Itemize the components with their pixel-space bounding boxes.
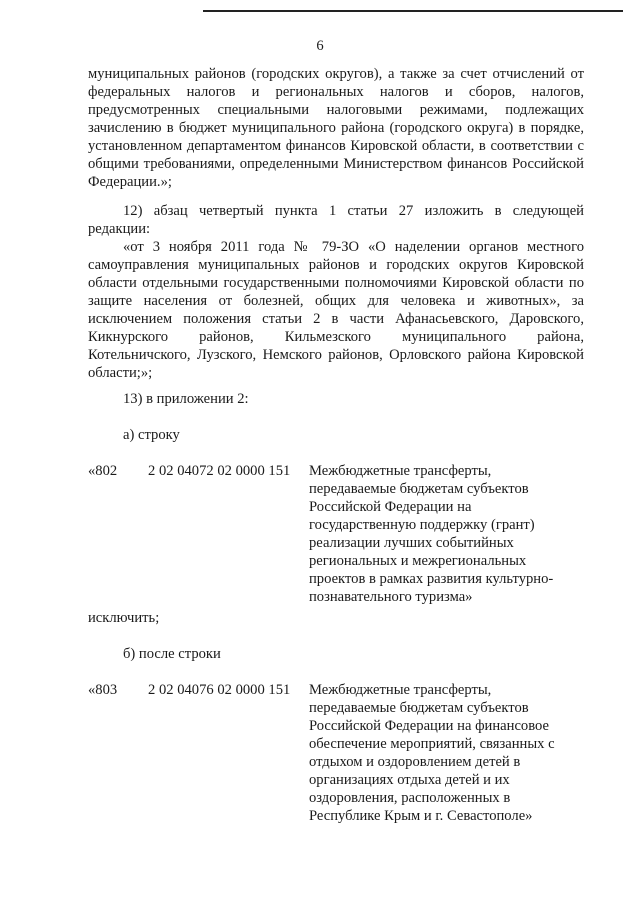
text-line: 12) абзац четвертый пункта 1 статьи 27 изложить в следующей	[123, 203, 584, 219]
text-line: реализации лучших событийных	[309, 535, 514, 551]
text-line: оздоровления, расположенных в	[309, 790, 511, 806]
text-line: предусмотренных специальными налоговыми режимами, подлежащих	[88, 102, 584, 118]
text-line: Федерации.»;	[88, 174, 172, 190]
text-line: 13) в приложении 2:	[123, 391, 249, 407]
row-description	[309, 462, 599, 606]
text-line: защите населения от болезней, общих для человека и животных», за	[88, 293, 584, 309]
text-line: зачислению в бюджет муниципального района (городского округа) в порядке,	[88, 120, 584, 136]
header-rule	[203, 10, 623, 12]
exclude-line	[88, 609, 584, 627]
text-line: области;»;	[88, 365, 153, 381]
item-12	[88, 202, 584, 238]
text-line: федеральных налогов и региональных налогов и сборов, налогов,	[88, 84, 584, 100]
text-line: муниципальных районов (городских округов), а также за счет отчислений от	[88, 66, 584, 82]
text-line: обеспечение мероприятий, связанных с	[309, 736, 555, 752]
item-13	[88, 390, 584, 408]
row-kbk: 2 02 04072 02 0000 151	[148, 463, 291, 479]
page-number: 6	[316, 38, 324, 54]
text-line: Котельничского, Лузского, Немского районов, Орловского района Кировской	[88, 347, 584, 363]
text-line: передаваемые бюджетам субъектов	[309, 700, 529, 716]
text-line: Межбюджетные трансферты,	[309, 682, 492, 698]
text-line: исключить;	[88, 610, 160, 626]
quoted-text	[88, 238, 584, 382]
paragraph-continuation	[88, 65, 584, 191]
text-line: Кикнурского районов, Кильмезского муниципального района,	[88, 329, 584, 345]
text-line: региональных и межрегиональных	[309, 553, 527, 569]
text-line: Межбюджетные трансферты,	[309, 463, 492, 479]
text-line: области отдельными государственными полномочиями Кировской области по	[88, 275, 584, 291]
text-line: а) строку	[123, 427, 180, 443]
text-line: государственную поддержку (грант)	[309, 517, 535, 533]
text-line: общими требованиями, определенными Министерством финансов Российской	[88, 156, 584, 172]
text-line: Республике Крым и г. Севастополе»	[309, 808, 533, 824]
text-line: Российской Федерации на	[309, 499, 472, 515]
text-line: Российской Федерации на финансовое	[309, 718, 549, 734]
item-a	[88, 426, 584, 444]
row-description	[309, 681, 599, 825]
row-code: «802	[88, 463, 118, 479]
item-b	[88, 645, 584, 663]
row-kbk: 2 02 04076 02 0000 151	[148, 682, 291, 698]
row-code: «803	[88, 682, 118, 698]
text-line: установленном департаментом финансов Кировской области, в соответствии с	[88, 138, 584, 154]
text-line: организациях отдыха детей и их	[309, 772, 510, 788]
text-line: редакции:	[88, 221, 151, 237]
text-line: «от 3 ноября 2011 года № 79-ЗО «О наделении органов местного	[123, 239, 584, 255]
text-line: проектов в рамках развития культурно-	[309, 571, 554, 587]
text-line: б) после строки	[123, 646, 221, 662]
text-line: самоуправления муниципальных районов и городских округов Кировской	[88, 257, 584, 273]
text-line: отдыхом и оздоровлением детей в	[309, 754, 521, 770]
text-line: исключением положения статьи 2 в части Афанасьевского, Даровского,	[88, 311, 584, 327]
text-line: передаваемые бюджетам субъектов	[309, 481, 529, 497]
text-line: познавательного туризма»	[309, 589, 473, 605]
